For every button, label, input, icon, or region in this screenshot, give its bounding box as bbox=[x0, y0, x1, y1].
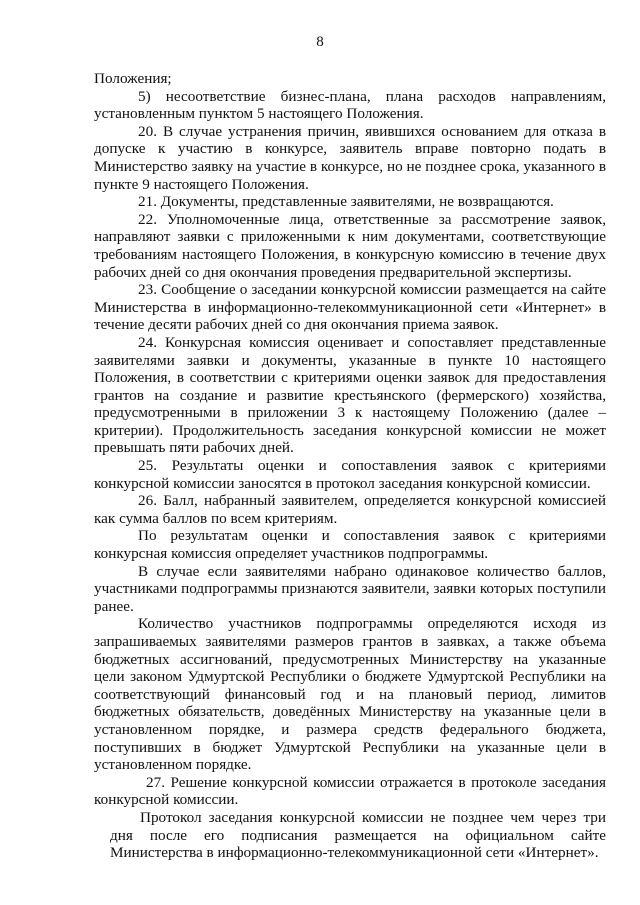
paragraph-26-results: По результатам оценки и сопоставления заявок с критериями конкурсная комиссия определяет участников подпрограммы. bbox=[94, 527, 606, 563]
paragraph-continuation: Положения; bbox=[94, 70, 172, 87]
paragraph-26: 26. Балл, набранный заявителем, определяется конкурсной комиссией как сумма баллов по всем критериям. bbox=[94, 492, 606, 527]
paragraph-22: 22. Уполномоченные лица, ответственные за рассмотрение заявок, направляют заявки с приложенными к ним документами, соответствующие требованиям настоящего Положения, в конкурсную комиссию в течение двух рабочих дней со дня окончания проведения предварительной экспертизы. bbox=[94, 210, 606, 281]
paragraph-25: 25. Результаты оценки и сопоставления заявок с критериями конкурсной комиссии заносятся в протокол заседания конкурсной комиссии. bbox=[94, 457, 606, 492]
paragraph-20: 20. В случае устранения причин, явившихся основанием для отказа в допуске к участию в конкурсе, заявитель вправе повторно подать в Министерство заявку на участие в конкурсе, но не позднее срока, указанного в пункте 9 настоящего Положения. bbox=[94, 122, 606, 193]
paragraph-27-protocol: Протокол заседания конкурсной комиссии не позднее чем через три дня после его подписания размещается на официальном сайте Министерства в информационно-телекоммуникационной сети «Интернет». bbox=[110, 808, 606, 862]
paragraph-item-5: 5) несоответствие бизнес-плана, плана расходов направлениям, установленным пунктом 5 настоящего Положения. bbox=[94, 87, 606, 123]
page-number: 8 bbox=[316, 34, 324, 50]
document-body bbox=[94, 70, 606, 862]
paragraph-26-participant-count: Количество участников подпрограммы определяются исходя из запрашиваемых заявителями размеров грантов в заявках, а также объема бюджетных ассигнований, предусмотренных Министерству на указанные цели законом Удмуртской Республики о бюджете Удмуртской Республики на соответствующий финансовый год и на плановый период, лимитов бюджетных обязательств, доведённых Министерству на указанные цели в установленном порядке, и размера средств федерального бюджета, поступивших в бюджет Удмуртской Республики на указанные цели в установленном порядке. bbox=[94, 615, 606, 774]
paragraph-27: 27. Решение конкурсной комиссии отражается в протоколе заседания конкурсной комиссии. bbox=[94, 773, 606, 809]
paragraph-24: 24. Конкурсная комиссия оценивает и сопоставляет представленные заявителями заявки и документы, указанные в пункте 10 настоящего Положения, в соответствии с критериями оценки заявок для предоставления грантов на создание и развитие крестьянского (фермерского) хозяйства, предусмотренными в приложении 3 к настоящему Положению (далее – критерии). Продолжительность заседания конкурсной комиссии не может превышать пяти рабочих дней. bbox=[94, 333, 606, 457]
paragraph-23: 23. Сообщение о заседании конкурсной комиссии размещается на сайте Министерства в информационно-телекоммуникационной сети «Интернет» в течение десяти рабочих дней со дня окончания приема заявок. bbox=[94, 281, 606, 334]
paragraph-26-equal-score: В случае если заявителями набрано одинаковое количество баллов, участниками подпрограммы признаются заявители, заявки которых поступили ранее. bbox=[94, 562, 606, 615]
paragraph-21: 21. Документы, представленные заявителями, не возвращаются. bbox=[138, 193, 554, 211]
